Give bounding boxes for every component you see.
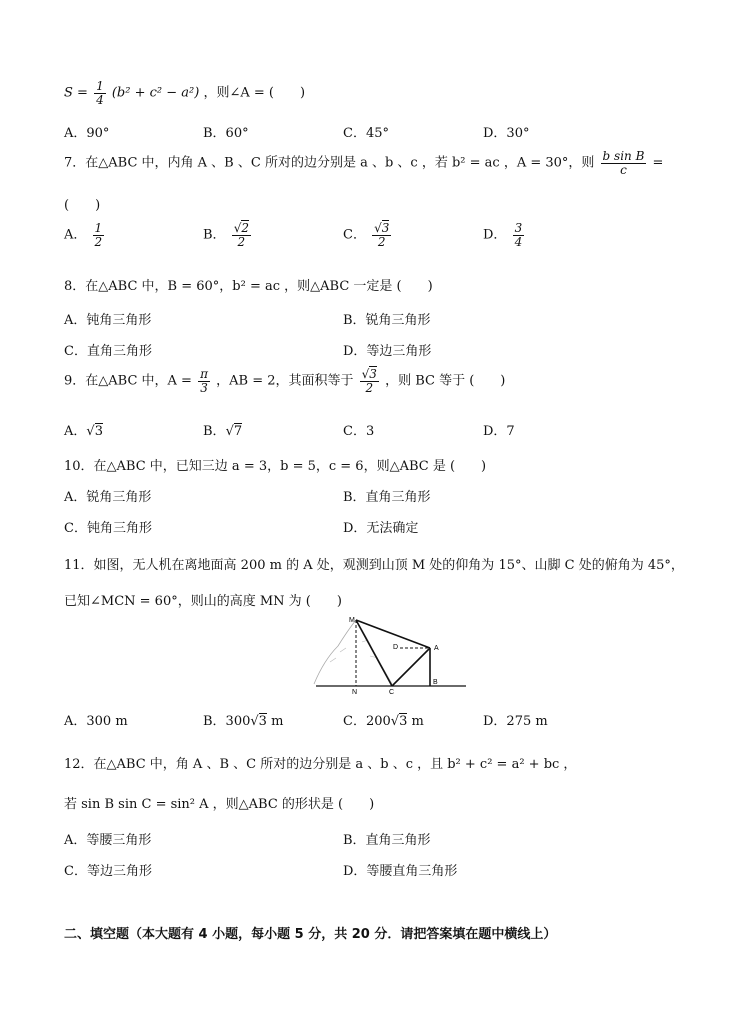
q12-option-b: B．直角三角形 [343,833,431,848]
q11-option-b: B．300√3 m [203,714,284,729]
q7-c-rad: 3 [381,221,390,235]
q6-suffix: ，则∠A = ( ) [203,85,306,101]
q11-ca-line [392,648,430,686]
q11-label-b: B [433,679,438,686]
q9-angle-den: 3 [200,380,208,395]
q9-area-rad: 3 [369,367,377,381]
q9-area-den: 2 [365,380,374,395]
q7-option-a-label: A． [64,227,87,243]
q9-option-b-label: B． [203,424,226,439]
q9-option-b: B．√7 [203,424,243,439]
q8-option-d: D．等边三角形 [343,344,432,359]
q10-option-b: B．直角三角形 [343,490,431,505]
q12-stem-2: 若 sin B sin C = sin² A ，则△ABC 的形状是 ( ) [64,797,375,812]
section-2-heading: 二、填空题（本大题有 4 小题，每小题 5 分，共 20 分．请把答案填在题中横线上） [64,927,557,942]
q7-c-den: 2 [377,234,386,249]
q8-option-c: C．直角三角形 [64,344,152,359]
q7-option-d [483,222,526,248]
q7-paren: ( ) [64,198,101,213]
q10-option-c: C．钝角三角形 [64,521,152,536]
q9-option-b-rad: 7 [233,424,243,439]
q12-stem-1: 12．在△ABC 中，角 A 、B 、C 所对的边分别是 a 、b 、c ，且 b² + c² = a² + bc ， [64,757,577,772]
q7-option-c-label: C． [343,227,366,243]
q7-option-c-frac [372,222,391,248]
q7-option-a-frac [93,222,105,248]
q7-d-den: 4 [514,234,523,249]
q9-option-c: C．3 [343,424,375,439]
q7-b-num: √2 [233,221,249,235]
q7-a-den: 2 [94,234,103,249]
q7-option-d-label: D． [483,227,507,243]
q10-option-a: A．锐角三角形 [64,490,152,505]
q11-label-c: C [389,689,395,696]
q11-label-m: M [349,617,355,624]
q7-option-a [64,222,106,248]
q6-option-a: A．90° [64,126,110,141]
q7-option-d-frac [513,222,525,248]
q11-option-b-unit: m [266,714,284,729]
q6-option-d: D．30° [483,126,530,141]
q7-frac-num: b sin B [602,149,645,163]
q7-d-num: 3 [514,221,523,235]
q8-option-b: B．锐角三角形 [343,313,431,328]
q11-label-d: D [393,644,399,651]
q7-stem: 7．在△ABC 中，内角 A 、B 、C 所对的边分别是 a 、b 、c ，若 b² = ac ，A = 30°，则 [64,155,595,171]
q9-stem-b: ，AB = 2，其面积等于 [216,373,354,389]
q12-option-d: D．等腰直角三角形 [343,864,458,879]
q7-option-c [343,222,393,248]
q11-mc-line [356,620,392,686]
q9-stem-line [64,368,505,394]
q9-angle-frac [198,368,210,394]
q9-option-a-rad: 3 [94,424,103,439]
q6-formula-body: (b² + c² − a²) [111,85,200,101]
q12-option-c: C．等边三角形 [64,864,152,879]
q11-option-c: C．200√3 m [343,714,424,729]
q8-stem: 8．在△ABC 中，B = 60°，b² = ac ，则△ABC 一定是 ( ) [64,279,433,294]
q9-angle-num: π [200,367,208,381]
q11-mountain-left [314,620,356,684]
q7-fraction [601,150,647,176]
q11-mountain-hatch [330,640,378,662]
q6-formula-line [64,80,305,106]
q9-option-a-label: A． [64,424,87,439]
q11-figure [310,612,470,696]
q9-stem-c: ，则 BC 等于 ( ) [385,373,506,389]
q7-option-b [203,222,253,248]
q6-option-b: B．60° [203,126,249,141]
q11-stem-2: 已知∠MCN = 60°，则山的高度 MN 为 ( ) [64,594,342,609]
q11-stem-1: 11．如图，无人机在离地面高 200 m 的 A 处，观测到山顶 M 处的仰角为 15°、山脚 C 处的俯角为 45°， [64,558,684,573]
q9-option-d: D．7 [483,424,515,439]
q9-area-frac [360,368,379,394]
q6-formula-prefix: S = [64,85,88,101]
q11-option-d: D．275 m [483,714,548,729]
q11-option-b-rad: 3 [258,714,267,729]
q9-area-num: √3 [361,367,377,381]
q6-fraction [94,80,106,106]
q7-b-rad: 2 [241,221,249,235]
q11-option-c-label: C．200 [343,714,391,729]
q6-option-c: C．45° [343,126,389,141]
q10-stem: 10．在△ABC 中，已知三边 a = 3，b = 5，c = 6，则△ABC 是 ( ) [64,459,487,474]
q6-frac-den: 4 [96,92,104,107]
q12-option-a: A．等腰三角形 [64,833,152,848]
q11-option-c-unit: m [407,714,424,729]
q7-option-b-label: B． [203,227,226,243]
q9-stem-a: 9．在△ABC 中，A = [64,373,192,389]
q9-option-a: A．√3 [64,424,103,439]
q11-option-c-rad: 3 [399,714,408,729]
q6-frac-num: 1 [96,79,104,93]
q10-option-d: D．无法确定 [343,521,419,536]
q7-frac-den: c [620,162,627,177]
q11-label-n: N [352,689,358,696]
q7-stem-line [64,150,663,176]
q11-option-b-label: B．300 [203,714,251,729]
q7-c-num: √3 [374,221,390,235]
q7-a-num: 1 [94,221,103,235]
q11-option-a: A．300 m [64,714,128,729]
q8-option-a: A．钝角三角形 [64,313,152,328]
q11-label-a: A [434,645,439,652]
q7-eq: = [652,155,664,171]
q7-option-b-frac [232,222,251,248]
q7-b-den: 2 [237,234,246,249]
